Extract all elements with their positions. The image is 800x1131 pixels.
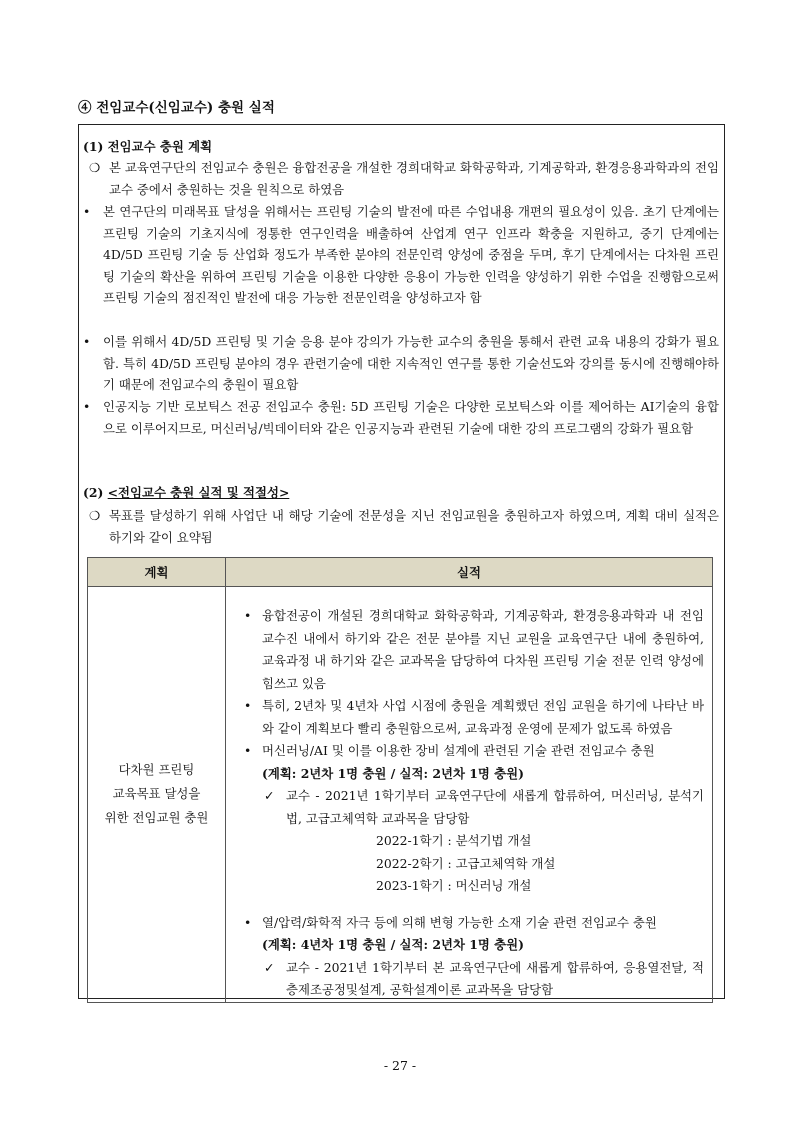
circle-marker: ❍ <box>89 160 101 175</box>
section1-bullet-2: • 이를 위해서 4D/5D 프린팅 및 기술 응용 분야 강의가 가능한 교수의 충원을 통해서 관련 교육 내용의 강화가 필요함. 특히 4D/5D 프린팅 분야의 경우 관련기술에 대한 지속적인 연구를 통한 기술선도와 강의를 동시에 진행해야하기 때문에 전임교수의 충원이 필요함 <box>83 331 719 396</box>
page-number: - 27 - <box>383 1058 417 1073</box>
section1-bullet-3: • 인공지능 기반 로보틱스 전공 전임교수 충원: 5D 프린팅 기술은 다양한 로보틱스와 이를 제어하는 AI기술의 융합으로 이루어지므로, 머신러닝/빅데이터와 같은 인공지능과 관련된 기술에 대한 강의 프로그램의 강화가 필요함 <box>83 396 719 439</box>
semester-line: 2023-1학기 : 머신러닝 개설 <box>376 878 532 893</box>
check-icon: ✓ <box>264 788 275 803</box>
result-cell <box>226 587 713 1003</box>
semester-line: 2022-1학기 : 분석기법 개설 <box>376 833 532 848</box>
result-bullet-4: • 열/압력/화학적 자극 등에 의해 변형 가능한 소재 기술 관련 전임교수 충원 <box>244 914 657 930</box>
semester-line: 2022-2학기 : 고급고체역학 개설 <box>376 855 556 871</box>
result-bullet-3: • 머신러닝/AI 및 이를 이용한 장비 설계에 관련된 기술 관련 전임교수 충원 <box>244 743 655 758</box>
result-bullet-1: • 융합전공이 개설된 경희대학교 화학공학과, 기계공학과, 환경응용과학과 내 전임교수진 내에서 하기와 같은 전문 분야를 지닌 교원을 교육연구단 내에 충원하여, 교육과정 내 하기와 같은 교과목을 담당하여 다차원 프린팅 기술 전문 인력 양성에 힘쓰고 있음 <box>244 608 704 691</box>
section1-title: (1) 전임교수 충원 계획 <box>83 139 213 154</box>
result-check-1: ✓ 교수 - 2021년 1학기부터 교육연구단에 새롭게 합류하여, 머신러닝, 분석기법, 고급고체역학 교과목을 담당함 <box>236 785 704 830</box>
section1-bullet-1: • 본 연구단의 미래목표 달성을 위해서는 프린팅 기술의 발전에 따른 수업내용 개편의 필요성이 있음. 초기 단계에는 프린팅 기술의 기초지식에 정통한 연구인력을 배출하여 산업계 연구 인프라 확충을 지원하고, 중기 단계에는 4D/5D 프린팅 기술 등 산업화 정도가 부족한 분야의 전문인력 양성에 중점을 두며, 후기 단계에서는 다차원 프린팅 기술의 확산을 위하여 프린팅 기술을 이용한 다양한 응용이 가능한 인력을 양성하기 위한 수업을 진행함으로써 프린팅 기술의 점진적인 발전에 대응 가능한 전문인력을 양성하고자 함 <box>83 201 719 309</box>
bullet-marker: • <box>83 399 91 414</box>
bullet-marker: • <box>83 334 91 349</box>
section-heading: ④ 전임교수(신임교수) 충원 실적 <box>78 100 275 116</box>
section2-title: (2) <전임교수 충원 실적 및 적절성> <box>83 485 290 500</box>
content-frame <box>78 124 725 999</box>
result-plan-summary-1: (계획: 2년차 1명 충원 / 실적: 2년차 1명 충원) <box>262 765 524 781</box>
result-plan-summary-2: (계획: 4년차 1명 충원 / 실적: 2년차 1명 충원) <box>262 937 524 952</box>
result-check-2: ✓ 교수 - 2021년 1학기부터 본 교육연구단에 새롭게 합류하여, 응용열전달, 적층제조공정및설계, 공학설계이론 교과목을 담당함 <box>236 957 704 1002</box>
section1-intro: ❍ 본 교육연구단의 전임교수 충원은 융합전공을 개설한 경희대학교 화학공학과, 기계공학과, 환경응용과학과의 전임교수 중에서 충원하는 것을 원칙으로 하였음 <box>83 157 719 200</box>
result-bullet-2: • 특히, 2년차 및 4년차 사업 시점에 충원을 계획했던 전임 교원을 하기에 나타난 바와 같이 계획보다 빨리 충원함으로써, 교육과정 운영에 문제가 없도록 하였음 <box>244 698 704 736</box>
check-icon: ✓ <box>264 959 275 975</box>
plan-cell: 다차원 프린팅 교육목표 달성을 위한 전임교원 충원 <box>88 587 226 1003</box>
section2-intro: ❍ 목표를 달성하기 위해 사업단 내 해당 기술에 전문성을 지닌 전임교원을 충원하고자 하였으며, 계획 대비 실적은 하기와 같이 요약됨 <box>83 505 719 548</box>
circle-marker: ❍ <box>89 508 101 523</box>
header-result: 실적 <box>226 558 713 587</box>
plan-result-table <box>87 557 713 1003</box>
bullet-marker: • <box>83 204 91 219</box>
header-plan: 계획 <box>88 558 226 587</box>
